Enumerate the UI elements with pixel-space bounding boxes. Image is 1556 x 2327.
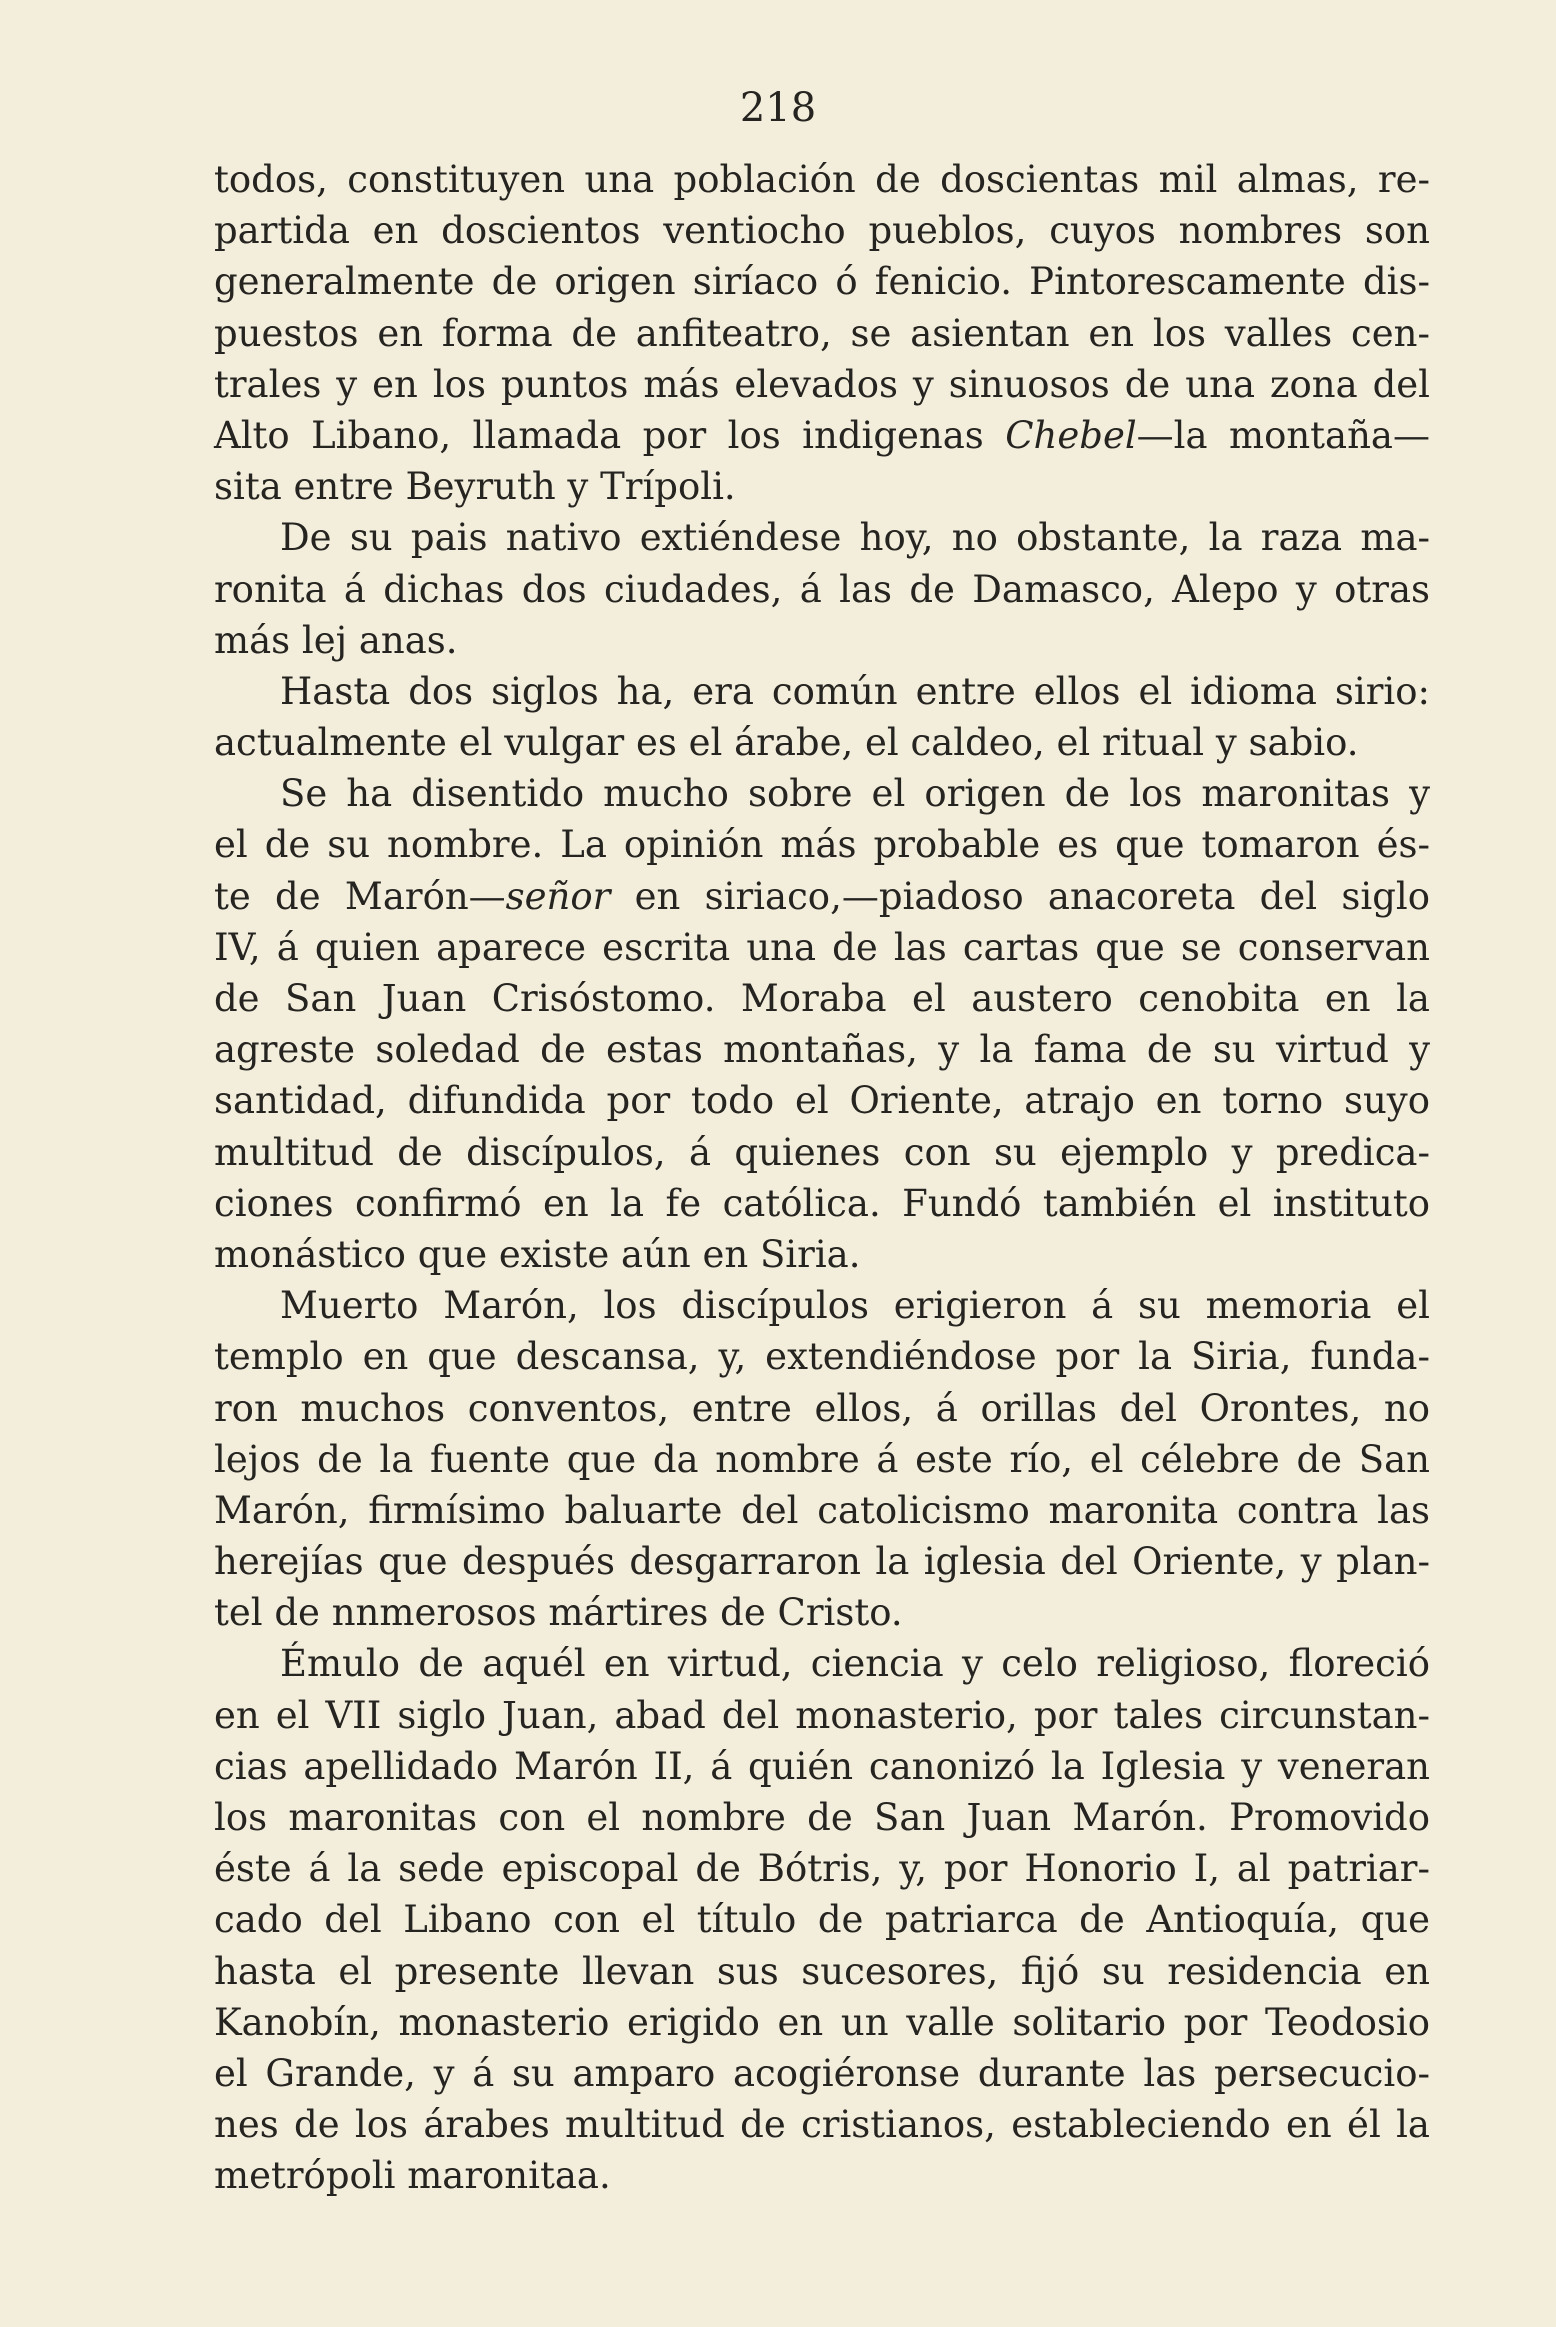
text-line <box>214 871 1430 922</box>
text-segment: herejías que después desgarraron la iglesia del Oriente, y plan- <box>214 1540 1430 1584</box>
text-segment: Hasta dos siglos ha, era común entre ellos el idioma sirio: <box>280 669 1430 713</box>
text-segment: monástico que existe aún en Siria. <box>214 1232 861 1276</box>
text-line <box>214 1229 1430 1280</box>
text-line <box>214 819 1430 870</box>
text-segment: ciones confirmó en la fe católica. Fundó también el instituto <box>214 1181 1430 1225</box>
text-line <box>214 1792 1430 1843</box>
text-line <box>214 2048 1430 2099</box>
text-segment: Alto Libano, llamada por los indigenas <box>214 413 1006 457</box>
text-segment: agreste soledad de estas montañas, y la fama de su virtud y <box>214 1028 1430 1072</box>
text-segment: cias apellidado Marón II, á quién canonizó la Iglesia y veneran <box>214 1744 1430 1788</box>
text-line <box>214 1331 1430 1382</box>
text-segment: partida en doscientos ventiocho pueblos, cuyos nombres son <box>214 209 1430 253</box>
text-segment: metrópoli maronitaa. <box>214 2154 611 2198</box>
text-line <box>214 2150 1430 2201</box>
text-line <box>214 512 1430 563</box>
text-line <box>214 1536 1430 1587</box>
italic-text: señor <box>505 874 611 918</box>
text-line <box>214 1280 1430 1331</box>
text-segment: hasta el presente llevan sus sucesores, fijó su residencia en <box>214 1949 1430 1993</box>
text-segment: puestos en forma de anfiteatro, se asientan en los valles cen- <box>214 311 1430 355</box>
text-line <box>214 973 1430 1024</box>
text-segment: el de su nombre. La opinión más probable es que tomaron és- <box>214 823 1430 867</box>
text-line <box>214 205 1430 256</box>
text-segment: en el VII siglo Juan, abad del monasterio, por tales circunstan- <box>214 1693 1430 1737</box>
text-line <box>214 154 1430 205</box>
text-line <box>214 1997 1430 2048</box>
text-line <box>214 1741 1430 1792</box>
text-line <box>214 615 1430 666</box>
text-segment: Émulo de aquél en virtud, ciencia y celo religioso, floreció <box>280 1642 1430 1686</box>
text-line <box>214 256 1430 307</box>
text-segment: actualmente el vulgar es el árabe, el caldeo, el ritual y sabio. <box>214 721 1359 765</box>
text-line <box>214 1024 1430 1075</box>
text-line <box>214 1485 1430 1536</box>
text-line <box>214 359 1430 410</box>
text-line <box>214 461 1430 512</box>
text-segment: nes de los árabes multitud de cristianos, estableciendo en él la <box>214 2103 1430 2147</box>
page-number: 218 <box>739 85 817 131</box>
text-line <box>214 1894 1430 1945</box>
text-line <box>214 768 1430 819</box>
text-segment: más lej anas. <box>214 618 458 662</box>
text-line <box>214 922 1430 973</box>
text-segment: el Grande, y á su amparo acogiéronse durante las persecucio- <box>214 2051 1430 2095</box>
text-line <box>214 1587 1430 1638</box>
text-segment: templo en que descansa, y, extendiéndose por la Siria, funda- <box>214 1335 1430 1379</box>
text-line <box>214 1178 1430 1229</box>
text-segment: trales y en los puntos más elevados y sinuosos de una zona del <box>214 362 1430 406</box>
text-segment: lejos de la fuente que da nombre á este río, el célebre de San <box>214 1437 1430 1481</box>
text-segment: —la montaña— <box>1136 413 1430 457</box>
text-segment: todos, constituyen una población de doscientas mil almas, re- <box>214 158 1430 201</box>
text-segment: Marón, firmísimo baluarte del catolicismo maronita contra las <box>214 1488 1430 1532</box>
text-segment: de San Juan Crisóstomo. Moraba el austero cenobita en la <box>214 977 1430 1020</box>
text-line <box>214 1843 1430 1894</box>
text-segment: ron muchos conventos, entre ellos, á orillas del Orontes, no <box>214 1386 1430 1430</box>
text-segment: éste á la sede episcopal de Bótris, y, por Honorio I, al patriar- <box>214 1847 1430 1891</box>
text-line <box>214 410 1430 461</box>
text-line <box>214 717 1430 768</box>
text-segment: ronita á dichas dos ciudades, á las de Damasco, Alepo y otras <box>214 567 1430 611</box>
text-segment: te de Marón— <box>214 874 506 918</box>
italic-text: Chebel <box>1005 413 1137 457</box>
text-line <box>214 1434 1430 1485</box>
text-segment: Kanobín, monasterio erigido en un valle solitario por Teodosio <box>214 2000 1430 2044</box>
text-segment: cado del Libano con el título de patriarca de Antioquía, que <box>214 1898 1430 1942</box>
text-segment: en siriaco,—piadoso anacoreta del siglo <box>610 874 1430 918</box>
text-line <box>214 1383 1430 1434</box>
text-line <box>214 666 1430 717</box>
text-line <box>214 308 1430 359</box>
text-segment: IV, á quien aparece escrita una de las cartas que se conservan <box>214 925 1430 969</box>
text-line <box>214 564 1430 615</box>
text-line <box>214 1946 1430 1997</box>
text-line <box>214 1075 1430 1126</box>
text-segment: santidad, difundida por todo el Oriente, atrajo en torno suyo <box>214 1079 1430 1123</box>
text-line <box>214 1690 1430 1741</box>
text-segment: generalmente de origen siríaco ó fenicio. Pintorescamente dis- <box>214 260 1430 304</box>
text-segment: sita entre Beyruth y Trípoli. <box>214 465 736 509</box>
text-segment: los maronitas con el nombre de San Juan Marón. Promovido <box>214 1796 1430 1839</box>
text-segment: Se ha disentido mucho sobre el origen de los maronitas y <box>280 772 1430 816</box>
text-segment: tel de nnmerosos mártires de Cristo. <box>214 1591 903 1635</box>
text-segment: multitud de discípulos, á quienes con su ejemplo y predica- <box>214 1130 1430 1174</box>
text-segment: Muerto Marón, los discípulos erigieron á su memoria el <box>280 1284 1430 1328</box>
text-line <box>214 1638 1430 1689</box>
body-text <box>214 154 1430 2202</box>
text-line <box>214 2099 1430 2150</box>
text-line <box>214 1127 1430 1178</box>
text-segment: De su pais nativo extiéndese hoy, no obstante, la raza ma- <box>280 516 1430 560</box>
